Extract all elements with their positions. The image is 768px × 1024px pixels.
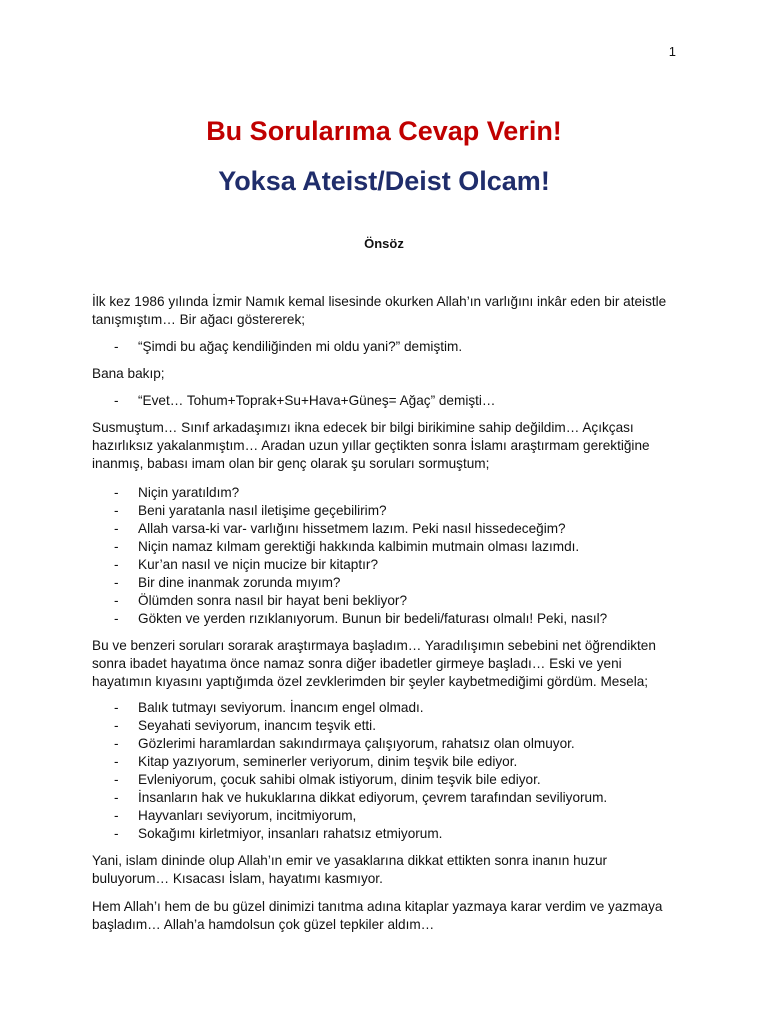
- list-item-text: Kitap yazıyorum, seminerler veriyorum, dinim teşvik bile ediyor.: [138, 754, 518, 769]
- list-item: [92, 717, 682, 735]
- paragraph-intro: [92, 293, 682, 329]
- dash-bullet: -: [114, 808, 119, 823]
- questions-list: [92, 484, 682, 628]
- dash-bullet: -: [114, 611, 119, 626]
- list-item: [92, 484, 682, 502]
- list-item-text: “Şimdi bu ağaç kendiliğinden mi oldu yani?” demiştim.: [138, 339, 463, 354]
- list-item: [92, 753, 682, 771]
- list-item: [92, 771, 682, 789]
- dash-bullet: -: [114, 754, 119, 769]
- list-item-text: Hayvanları seviyorum, incitmiyorum,: [138, 808, 357, 823]
- list-item-text: Seyahati seviyorum, inancım teşvik etti.: [138, 718, 376, 733]
- dash-bullet: -: [114, 736, 119, 751]
- dash-bullet: -: [114, 593, 119, 608]
- paragraph-bana: [92, 365, 682, 383]
- dash-bullet: -: [114, 539, 119, 554]
- list-item: [92, 807, 682, 825]
- dash-bullet: -: [114, 575, 119, 590]
- dash-bullet: -: [114, 485, 119, 500]
- list-item: [92, 825, 682, 843]
- list-item-text: İnsanların hak ve hukuklarına dikkat ediyorum, çevrem tarafından seviliyorum.: [138, 790, 608, 805]
- list-item: [92, 520, 682, 538]
- dash-bullet: -: [114, 503, 119, 518]
- list-item-text: Bir dine inanmak zorunda mıyım?: [138, 575, 341, 590]
- list-item-text: Evleniyorum, çocuk sahibi olmak istiyorum, dinim teşvik bile ediyor.: [138, 772, 541, 787]
- list-item: [92, 735, 682, 753]
- dash-bullet: -: [114, 718, 119, 733]
- dash-bullet: -: [114, 521, 119, 536]
- list-item: [92, 574, 682, 592]
- list-item-text: “Evet… Tohum+Toprak+Su+Hava+Güneş= Ağaç” demişti…: [138, 393, 496, 408]
- preface-heading: Önsöz: [364, 236, 404, 251]
- list-item: [92, 556, 682, 574]
- dash-bullet: -: [114, 339, 119, 354]
- list-item-text: Balık tutmayı seviyorum. İnancım engel olmadı.: [138, 700, 424, 715]
- list-item: [92, 502, 682, 520]
- dash-bullet: -: [114, 393, 119, 408]
- list-item: [92, 538, 682, 556]
- list-item: [92, 592, 682, 610]
- dash-bullet: -: [114, 557, 119, 572]
- list-item-text: Gözlerimi haramlardan sakındırmaya çalışıyorum, rahatsız olan olmuyor.: [138, 736, 575, 751]
- dash-bullet: -: [114, 826, 119, 841]
- list-item-text: Niçin namaz kılmam gerektiği hakkında kalbimin mutmain olması lazımdı.: [138, 539, 580, 554]
- quote-list-2: [92, 392, 682, 410]
- dash-bullet: -: [114, 790, 119, 805]
- list-item: [92, 699, 682, 717]
- title-line-2: Yoksa Ateist/Deist Olcam!: [218, 166, 550, 196]
- paragraph-text: Yani, islam dininde olup Allah’ın emir ve yasaklarına dikkat ettikten sonra inanın huzur buluyorum… Kısacası İslam, hayatımı kasmıyor.: [92, 853, 608, 886]
- list-item: [92, 338, 682, 356]
- list-item-text: Sokağımı kirletmiyor, insanları rahatsız etmiyorum.: [138, 826, 443, 841]
- paragraph-susmustum: [92, 419, 682, 473]
- list-item: [92, 610, 682, 628]
- list-item-text: Ölümden sonra nasıl bir hayat beni bekliyor?: [138, 593, 408, 608]
- list-item-text: Kur’an nasıl ve niçin mucize bir kitaptır?: [138, 557, 379, 572]
- list-item-text: Allah varsa-ki var- varlığını hissetmem lazım. Peki nasıl hissedeceğim?: [138, 521, 566, 536]
- quote-list-1: [92, 338, 682, 356]
- paragraph-text: Bu ve benzeri soruları sorarak araştırmaya başladım… Yaradılışımın sebebini net öğrendikten sonra ibadet hayatıma önce namaz sonra diğer ibadetler girmeye başladı… Eski ve yeni hayatımın kıyasını yaptığımda özel zevklerimden bir şeyler kaybetmediğimi gördüm. Mesela;: [92, 638, 656, 689]
- title-line-1: Bu Sorularıma Cevap Verin!: [206, 116, 562, 146]
- paragraph-kitaplar: [92, 898, 682, 934]
- paragraph-text: Susmuştum… Sınıf arkadaşımızı ikna edecek bir bilgi birikimine sahip değildim… Açıkçası hazırlıksız yakalanmıştım… Aradan uzun yıllar geçtikten sonra İslamı araştırmam gerektiğine inanmış, babası imam olan bir genç olarak şu soruları sormuştum;: [92, 420, 650, 471]
- page-number: 1: [668, 44, 676, 59]
- list-item-text: Niçin yaratıldım?: [138, 485, 240, 500]
- list-item: [92, 392, 682, 410]
- dash-bullet: -: [114, 700, 119, 715]
- examples-list: [92, 699, 682, 843]
- paragraph-arastirma: [92, 637, 682, 691]
- list-item-text: Gökten ve yerden rızıklanıyorum. Bunun bir bedeli/faturası olmalı! Peki, nasıl?: [138, 611, 608, 626]
- list-item: [92, 789, 682, 807]
- dash-bullet: -: [114, 772, 119, 787]
- paragraph-text: Hem Allah’ı hem de bu güzel dinimizi tanıtma adına kitaplar yazmaya karar verdim ve yazmaya başladım… Allah’a hamdolsun çok güzel tepkiler aldım…: [92, 899, 663, 932]
- paragraph-text: Bana bakıp;: [92, 366, 165, 381]
- paragraph-text: İlk kez 1986 yılında İzmir Namık kemal lisesinde okurken Allah’ın varlığını inkâr eden bir ateistle tanışmıştım… Bir ağacı göstererek;: [92, 294, 667, 327]
- paragraph-huzur: [92, 852, 682, 888]
- list-item-text: Beni yaratanla nasıl iletişime geçebilirim?: [138, 503, 387, 518]
